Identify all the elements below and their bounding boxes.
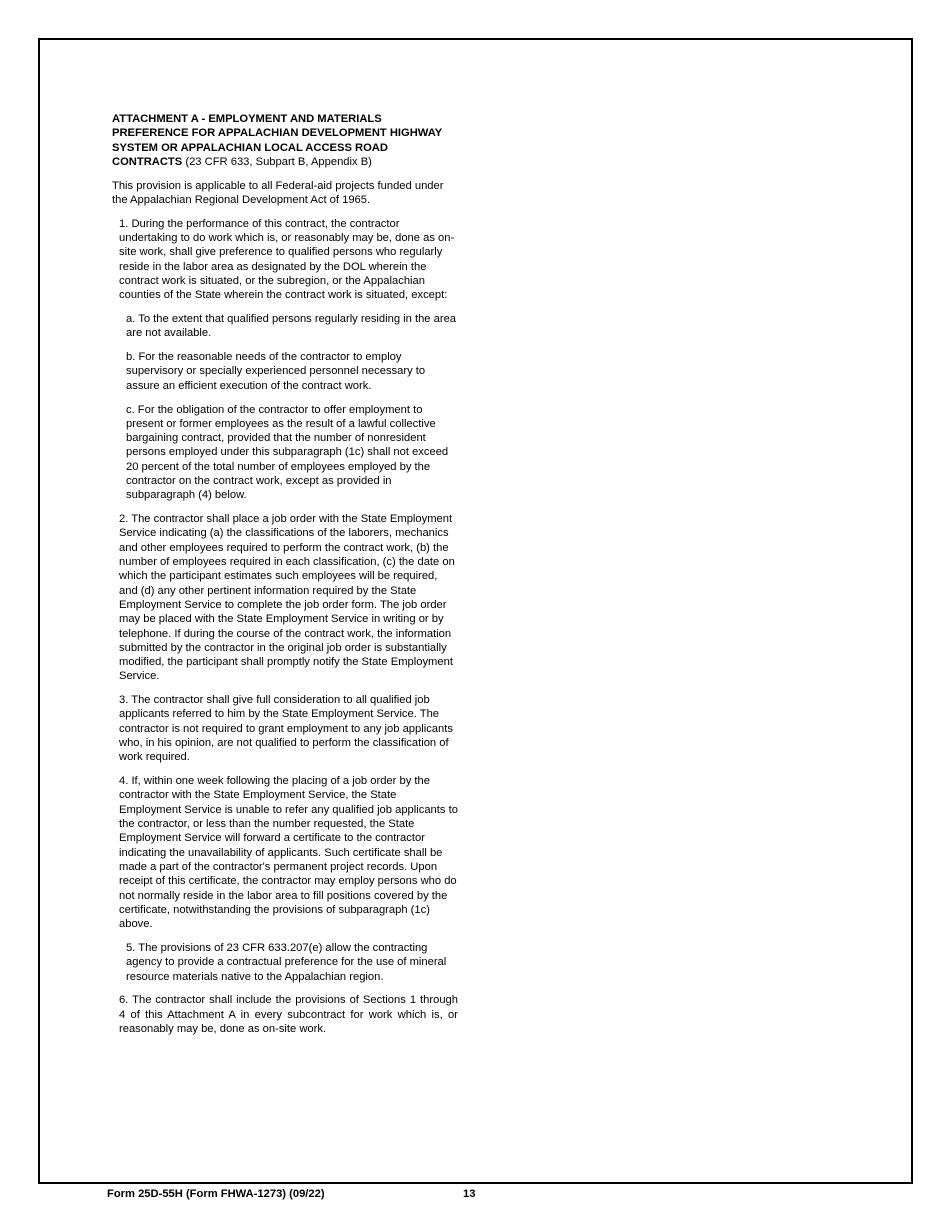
paragraph-1c: c. For the obligation of the contractor to offer employment to present or former employees as the result of a lawful collective bargaining contract, provided that the number of nonresident persons employed under this subparagraph (1c) shall not exceed 20 percent of the total number of employees employed by the contractor on the contract work, except as provided in subparagraph (4) below.	[126, 403, 449, 502]
paragraph-1b: b. For the reasonable needs of the contractor to employ supervisory or specially experienced personnel necessary to assure an efficient execution of the contract work.	[126, 351, 426, 392]
paragraph-1: 1. During the performance of this contract, the contractor undertaking to do work which is, or reasonably may be, done as on-site work, shall give preference to qualified persons who regularly reside in the labor area as designated by the DOL wherein the contract work is situated, or the subregion, or the Appalachian counties of the State wherein the contract work is situated, except:	[119, 217, 455, 302]
paragraph-5: 5. The provisions of 23 CFR 633.207(e) allow the contracting agency to provide a contractual preference for the use of mineral resource materials native to the Appalachian region.	[126, 941, 447, 983]
footer-page-number: 13	[463, 1188, 476, 1200]
attachment-a-text	[112, 112, 458, 1046]
attachment-heading	[112, 112, 458, 169]
paragraph-6: 6. The contractor shall include the provisions of Sections 1 through 4 of this Attachment A in every subcontract for work which is, or reasonably may be, done as on-site work.	[119, 994, 458, 1035]
intro-paragraph: This provision is applicable to all Federal-aid projects funded under the Appalachian Regional Development Act of 1965.	[112, 179, 444, 206]
paragraph-3: 3. The contractor shall give full consideration to all qualified job applicants referred to him by the State Employment Service. The contractor is not required to grant employment to any job applicants who, in his opinion, are not qualified to perform the classification of work required.	[119, 694, 453, 764]
footer-form-number: Form 25D-55H (Form FHWA-1273) (09/22)	[107, 1188, 325, 1200]
paragraph-2: 2. The contractor shall place a job order with the State Employment Service indicating (a) the classifications of the laborers, mechanics and other employees required to perform the contract work, (b) the number of employees required in each classification, (c) the date on which the participant estimates such employees will be required, and (d) any other pertinent information required by the State Employment Service to complete the job order form. The job order may be placed with the State Employment Service in writing or by telephone. If during the course of the contract work, the information submitted by the contractor in the original job order is substantially modified, the participant shall promptly notify the State Employment Service.	[119, 513, 455, 683]
paragraph-4: 4. If, within one week following the placing of a job order by the contractor with the State Employment Service, the State Employment Service is unable to refer any qualified job applicants to the contractor, or less than the number requested, the State Employment Service will forward a certificate to the contractor indicating the unavailability of applicants. Such certificate shall be made a part of the contractor's permanent project records. Upon receipt of this certificate, the contractor may employ persons who do not normally reside in the labor area to fill positions covered by the certificate, notwithstanding the provisions of subparagraph (1c) above.	[119, 775, 458, 931]
heading-citation: (23 CFR 633, Subpart B, Appendix B)	[182, 155, 372, 168]
heading-title: ATTACHMENT A - EMPLOYMENT AND MATERIALS PREFERENCE FOR APPALACHIAN DEVELOPMENT HIGHWAY SYSTEM OR APPALACHIAN LOCAL ACCESS ROAD CONTRACTS	[112, 113, 443, 168]
paragraph-1a: a. To the extent that qualified persons regularly residing in the area are not available.	[126, 313, 457, 340]
